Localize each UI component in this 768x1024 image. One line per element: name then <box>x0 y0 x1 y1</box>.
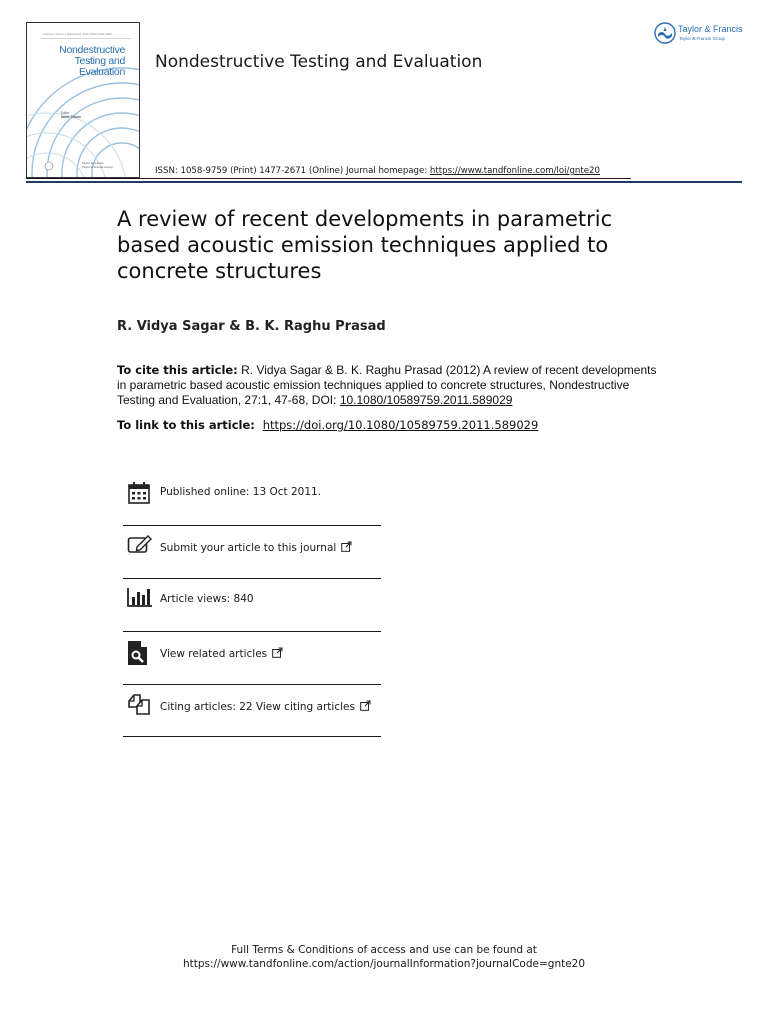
header-rule <box>26 181 742 183</box>
info-separator <box>123 736 381 737</box>
external-link-icon <box>272 647 283 658</box>
submit-article-link[interactable]: Submit your article to this journal <box>160 541 352 554</box>
info-separator <box>123 525 381 526</box>
citation-doi-link[interactable]: 10.1080/10589759.2011.589029 <box>339 393 513 407</box>
cover-editor: Editor Name Shown <box>61 111 82 119</box>
journal-homepage-link[interactable]: https://www.tandfonline.com/loi/gnte20 <box>429 166 600 176</box>
taylor-francis-logo-icon <box>654 22 676 44</box>
article-doi-link[interactable]: https://doi.org/10.1080/10589759.2011.589029 <box>262 418 539 432</box>
publisher-logo[interactable] <box>654 22 749 48</box>
related-articles-link[interactable]: View related articles <box>160 647 283 660</box>
article-link-line <box>117 418 538 432</box>
bar-chart-icon <box>127 587 153 607</box>
link-label: To link to this article: <box>117 418 255 432</box>
submit-article-row[interactable] <box>123 532 381 584</box>
citing-documents-icon <box>127 693 151 715</box>
issn-line <box>155 166 600 176</box>
cover-title: Nondestructive Testing and Evaluation <box>59 44 125 78</box>
external-link-icon <box>341 541 352 552</box>
header-thin-rule <box>26 178 631 179</box>
info-separator <box>123 684 381 685</box>
document-search-icon <box>127 640 149 666</box>
cover-issue-line: Volume 1 Issue 1 September 2011 ISSN 0000-0000 <box>43 32 112 36</box>
journal-cover-image <box>26 22 140 178</box>
issn-text: ISSN: 1058-9759 (Print) 1477-2671 (Online) Journal homepage: <box>155 166 430 176</box>
footer-terms-link[interactable]: https://www.tandfonline.com/action/journalInformation?journalCode=gnte20 <box>182 958 586 970</box>
journal-name: Nondestructive Testing and Evaluation <box>155 52 483 72</box>
published-online-row <box>123 478 381 530</box>
external-link-icon <box>360 700 371 711</box>
citation-text: R. Vidya Sagar & B. K. Raghu Prasad (2012) A review of recent developments in parametric based acoustic emission techniques applied to concrete structures, Nondestructive Testing and Evaluation, 27:1, 47-68, DOI: <box>117 363 657 407</box>
calendar-icon <box>127 481 151 505</box>
terms-footer <box>0 943 768 971</box>
article-authors: R. Vidya Sagar & B. K. Raghu Prasad <box>117 319 386 334</box>
citation-label: To cite this article: <box>117 363 238 377</box>
article-title: A review of recent developments in parametric based acoustic emission techniques applied to concrete structures <box>117 207 613 283</box>
logo-group: Taylor & Francis Group <box>679 36 726 41</box>
info-separator <box>123 578 381 579</box>
related-articles-row[interactable] <box>123 638 381 690</box>
citing-articles-link[interactable]: Citing articles: 22 View citing articles <box>160 700 371 713</box>
article-views-text: Article views: 840 <box>160 593 254 605</box>
edit-note-icon <box>127 534 153 556</box>
cover-publisher: Taylor & Francis Taylor & Francis Group <box>82 161 113 169</box>
info-separator <box>123 631 381 632</box>
article-views-row <box>123 584 381 636</box>
published-online-text: Published online: 13 Oct 2011. <box>160 486 322 498</box>
citation-block <box>117 363 657 408</box>
footer-line-1: Full Terms & Conditions of access and use can be found at <box>231 944 537 956</box>
logo-name: Taylor & Francis <box>678 24 743 34</box>
